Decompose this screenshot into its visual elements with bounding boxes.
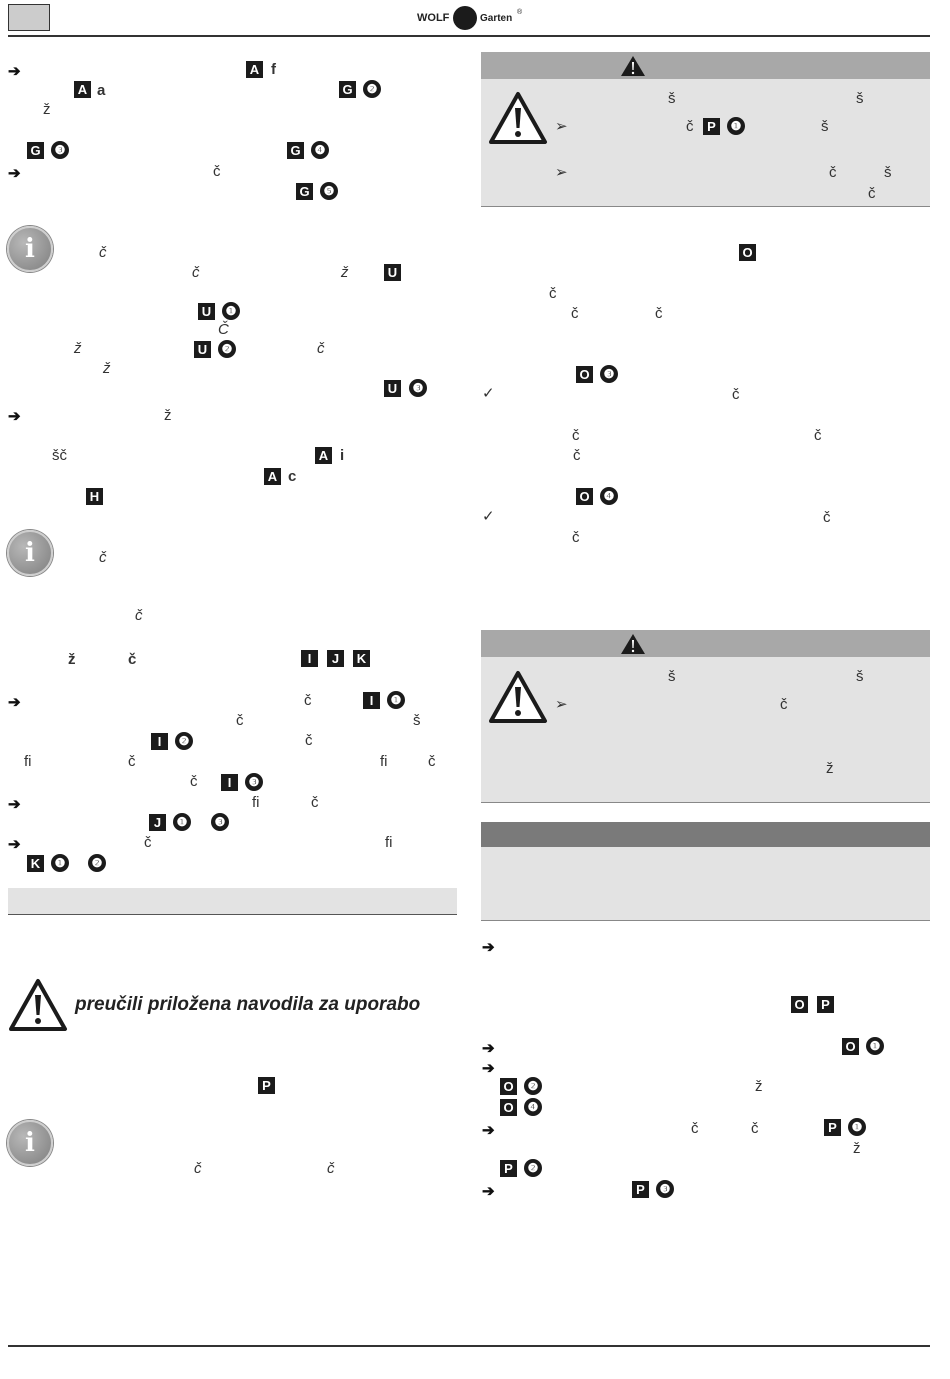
figure-badge-p: P — [258, 1077, 275, 1094]
char-c: č — [573, 447, 581, 464]
step-number-2: ❷ — [88, 854, 106, 872]
chars-fi: fi — [380, 753, 388, 770]
step-number-3: ❸ — [51, 141, 69, 159]
section-body — [481, 847, 930, 920]
bullet-arrow-icon: ➔ — [482, 1040, 495, 1057]
char-z: ž — [341, 264, 349, 281]
char-s: š — [413, 712, 421, 729]
char-c: č — [317, 340, 325, 357]
triangle-bullet-icon: ➢ — [555, 696, 568, 713]
figure-badge-o: O — [576, 488, 593, 505]
info-icon: i — [7, 530, 53, 576]
figure-badge-u: U — [384, 264, 401, 281]
char-s: š — [821, 118, 829, 135]
char-c: č — [236, 712, 244, 729]
small-warning-icon — [620, 633, 646, 655]
step-number-2: ❷ — [363, 80, 381, 98]
figure-badge-i: I — [363, 692, 380, 709]
char-c: č — [144, 834, 152, 851]
figure-badge-k: K — [27, 855, 44, 872]
figure-badge-p: P — [500, 1160, 517, 1177]
step-number-5: ❺ — [320, 182, 338, 200]
figure-badge-o: O — [739, 244, 756, 261]
figure-badge-j: J — [149, 814, 166, 831]
step-number-3: ❸ — [245, 773, 263, 791]
figure-badge-o: O — [791, 996, 808, 1013]
bullet-arrow-icon: ➔ — [482, 1060, 495, 1077]
figure-badge-p: P — [632, 1181, 649, 1198]
warning-box-rule — [481, 206, 930, 207]
char-z: ž — [853, 1140, 861, 1157]
step-number-2: ❷ — [524, 1159, 542, 1177]
char-c: č — [549, 285, 557, 302]
char-c: č — [311, 794, 319, 811]
chars-fi: fi — [24, 753, 32, 770]
small-warning-icon — [620, 55, 646, 77]
logo-left-text: WOLF — [417, 12, 450, 24]
char-c: č — [868, 185, 876, 202]
step-number-1: ❶ — [727, 117, 745, 135]
letter-a: a — [97, 82, 106, 99]
char-s: š — [668, 668, 676, 685]
step-number-1: ❶ — [173, 813, 191, 831]
figure-badge-a: A — [246, 61, 263, 78]
char-c: č — [99, 244, 107, 261]
char-s: š — [856, 668, 864, 685]
bullet-arrow-icon: ➔ — [8, 63, 21, 80]
step-number-4: ❹ — [600, 487, 618, 505]
char-s: š — [884, 164, 892, 181]
section-rule — [481, 920, 930, 921]
header-rule — [8, 35, 930, 37]
char-c: č — [780, 696, 788, 713]
step-number-2: ❷ — [524, 1077, 542, 1095]
char-c: č — [135, 607, 143, 624]
bullet-arrow-icon: ➔ — [482, 1122, 495, 1139]
warning-triangle-icon — [8, 978, 68, 1032]
char-c: č — [572, 427, 580, 444]
step-number-4: ❹ — [311, 141, 329, 159]
check-icon: ✓ — [482, 508, 495, 525]
char-z: ž — [74, 340, 82, 357]
char-z: ž — [164, 407, 172, 424]
step-number-3: ❸ — [600, 365, 618, 383]
logo-registered-mark: ® — [517, 9, 523, 16]
figure-badge-g: G — [339, 81, 356, 98]
triangle-bullet-icon: ➢ — [555, 164, 568, 181]
step-number-2: ❷ — [218, 340, 236, 358]
step-number-3: ❸ — [409, 379, 427, 397]
figure-badge-g: G — [27, 142, 44, 159]
figure-badge-o: O — [842, 1038, 859, 1055]
char-cap-c: Č — [218, 321, 229, 338]
bullet-arrow-icon: ➔ — [8, 796, 21, 813]
char-c: č — [691, 1120, 699, 1137]
letter-i: i — [340, 447, 345, 464]
char-c: č — [194, 1160, 202, 1177]
char-z: ž — [68, 651, 76, 668]
step-number-1: ❶ — [222, 302, 240, 320]
char-c: č — [305, 732, 313, 749]
figure-badge-i: I — [301, 650, 318, 667]
footer-rule — [8, 1345, 930, 1347]
figure-badge-o: O — [576, 366, 593, 383]
brand-logo — [417, 6, 527, 30]
char-c: č — [99, 549, 107, 566]
info-icon: i — [7, 1120, 53, 1166]
char-c: č — [655, 305, 663, 322]
step-number-1: ❶ — [51, 854, 69, 872]
char-c: č — [128, 651, 137, 668]
figure-badge-j: J — [327, 650, 344, 667]
step-number-1: ❶ — [387, 691, 405, 709]
bullet-arrow-icon: ➔ — [8, 694, 21, 711]
char-c: č — [190, 773, 198, 790]
char-c: č — [128, 753, 136, 770]
check-icon: ✓ — [482, 385, 495, 402]
warning-triangle-icon — [488, 670, 548, 724]
char-c: č — [751, 1120, 759, 1137]
figure-badge-i: I — [151, 733, 168, 750]
figure-badge-g: G — [296, 183, 313, 200]
figure-badge-g: G — [287, 142, 304, 159]
char-z: ž — [103, 360, 111, 377]
figure-badge-k: K — [353, 650, 370, 667]
figure-badge-h: H — [86, 488, 103, 505]
warning-triangle-icon — [488, 91, 548, 145]
char-z: ž — [755, 1078, 763, 1095]
section-bar — [8, 888, 457, 914]
figure-badge-u: U — [198, 303, 215, 320]
step-number-2: ❷ — [175, 732, 193, 750]
step-number-4: ❹ — [524, 1098, 542, 1116]
figure-badge-u: U — [194, 341, 211, 358]
char-c: č — [732, 386, 740, 403]
warning-read-manual-text: preučili priložena navodila za uporabo — [75, 994, 421, 1015]
char-c: č — [823, 509, 831, 526]
char-c: č — [428, 753, 436, 770]
chars-fi: fi — [252, 794, 260, 811]
logo-right-text: Garten — [480, 13, 513, 24]
step-number-1: ❶ — [848, 1118, 866, 1136]
char-c: č — [571, 305, 579, 322]
figure-badge-p: P — [817, 996, 834, 1013]
bullet-arrow-icon: ➔ — [482, 1183, 495, 1200]
char-z: ž — [826, 760, 834, 777]
char-c: č — [327, 1160, 335, 1177]
letter-f: f — [271, 61, 276, 78]
figure-badge-a: A — [315, 447, 332, 464]
char-c: č — [213, 163, 221, 180]
step-number-1: ❶ — [866, 1037, 884, 1055]
figure-badge-a: A — [264, 468, 281, 485]
figure-badge-u: U — [384, 380, 401, 397]
info-icon: i — [7, 226, 53, 272]
char-c: č — [572, 529, 580, 546]
warning-box-title-bar — [481, 52, 930, 79]
figure-badge-a: A — [74, 81, 91, 98]
figure-badge-i: I — [221, 774, 238, 791]
bullet-arrow-icon: ➔ — [8, 836, 21, 853]
section-dark-bar — [481, 822, 930, 847]
bullet-arrow-icon: ➔ — [8, 165, 21, 182]
section-rule — [8, 914, 457, 915]
char-c: č — [686, 118, 694, 135]
chars-sc: šč — [52, 447, 67, 464]
page-number-box — [8, 4, 50, 31]
char-s: š — [856, 90, 864, 107]
warning-box-title-bar — [481, 630, 930, 657]
bullet-arrow-icon: ➔ — [8, 408, 21, 425]
char-s: š — [668, 90, 676, 107]
step-number-3: ❸ — [211, 813, 229, 831]
figure-badge-o: O — [500, 1078, 517, 1095]
letter-c: c — [288, 468, 297, 485]
figure-badge-p: P — [824, 1119, 841, 1136]
chars-fi: fi — [385, 834, 393, 851]
char-c: č — [192, 264, 200, 281]
char-c: č — [304, 692, 312, 709]
wolf-head-icon — [453, 6, 477, 30]
figure-badge-o: O — [500, 1099, 517, 1116]
bullet-arrow-icon: ➔ — [482, 939, 495, 956]
step-number-3: ❸ — [656, 1180, 674, 1198]
char-c: č — [829, 164, 837, 181]
char-c: č — [814, 427, 822, 444]
figure-badge-p: P — [703, 118, 720, 135]
warning-box-rule — [481, 802, 930, 803]
char-z: ž — [43, 101, 51, 118]
triangle-bullet-icon: ➢ — [555, 118, 568, 135]
